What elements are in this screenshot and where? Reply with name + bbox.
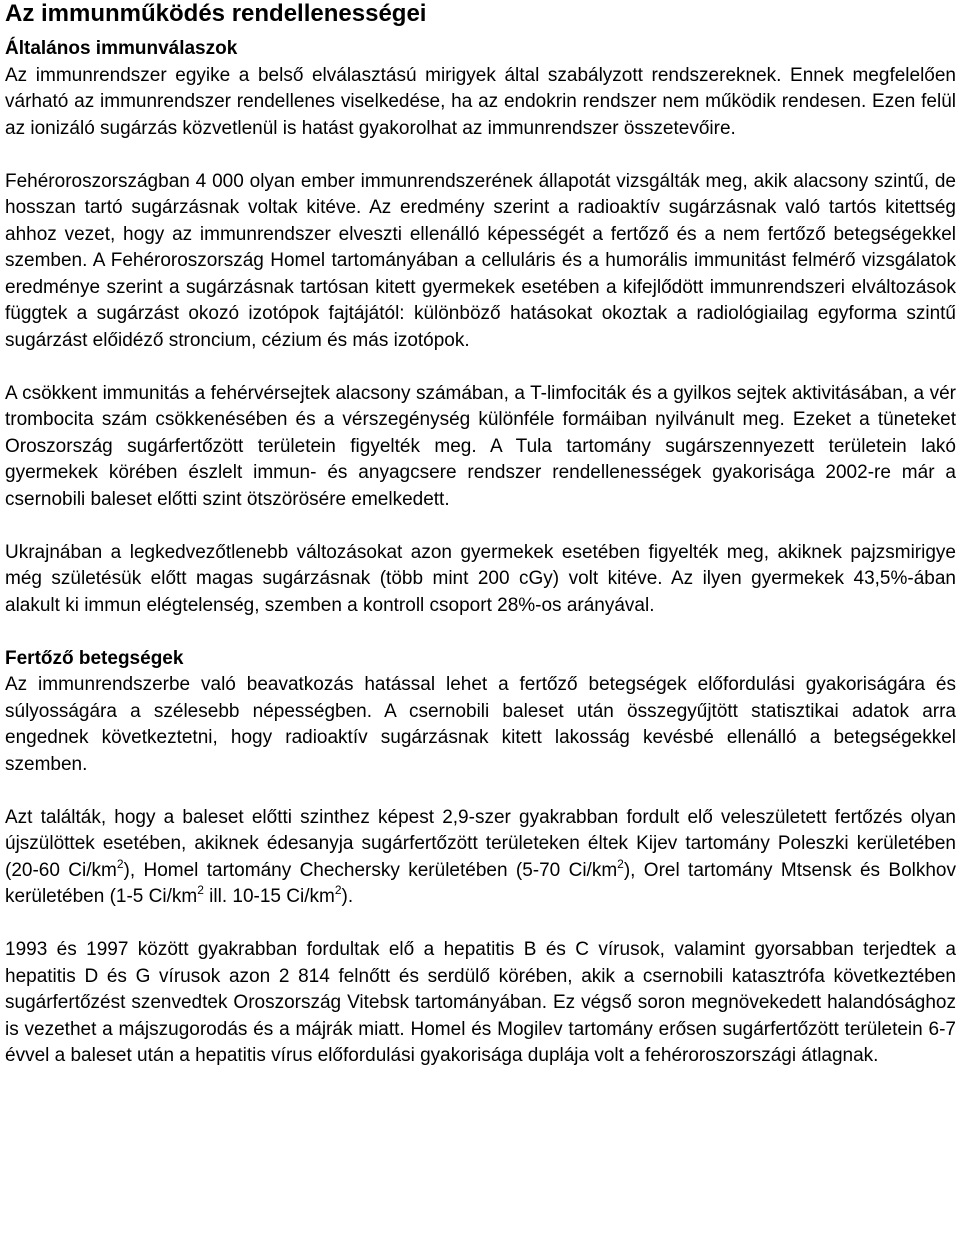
superscript: 2 (197, 883, 204, 897)
superscript: 2 (334, 883, 342, 897)
text-fragment: Azt találták, hogy a baleset előtti szinthez képest 2,9-szer gyakrabban fordult elő veleszületett fertőzés olyan újszülöttek esetében, akiknek édesanyja sugárfertőzött területeken éltek Kijev tartomány Poleszki kerületében (20-60 Ci/km (5, 806, 956, 881)
superscript: 2 (617, 856, 624, 871)
paragraph-immune-endocrine: Az immunrendszer egyike a belső elválasztású mirigyek által szabályzott rendszereknek. Ennek megfelelően várható az immunrendszer rendellenes viselkedése, ha az endokrin rendszer nem működik rendesen. Ezen felül az ionizáló sugárzás közvetlenül is hatást gyakorolhat az immunrendszer összetevőire. (5, 64, 956, 139)
paragraph-ukraine-children: Ukrajnában a legkedvezőtlenebb változásokat azon gyermekek esetében figyelték meg, akiknek pajzsmirigye még születésük előtt magas sugárzásnak (több mint 200 cGy) volt kitéve. Az ilyen gyermekek 43,5%-ában alakult ki immun elégtelenség, szemben a kontroll csoport 28%-os arányával. (5, 541, 956, 616)
paragraph-intervention-effect: Az immunrendszerbe való beavatkozás hatással lehet a fertőző betegségek előfordulási gyakoriságára és súlyosságára a szélesebb népességben. A csernobili baleset után összegyűjtött statisztikai adatok arra engednek következtetni, hogy radioaktív sugárzásnak kitett lakosság kevésbé ellenálló a betegségekkel szemben. (5, 674, 956, 775)
text-fragment: ), Orel tartomány Mtsensk és Bolkhov kerületében (1-5 Ci/km (5, 859, 956, 907)
section-heading-general-immune: Általános immunválaszok (5, 38, 238, 59)
text-fragment: ). (341, 886, 354, 907)
paragraph-congenital-infection (5, 805, 956, 911)
text-fragment: ill. 10-15 Ci/km (203, 886, 335, 907)
paragraph-hepatitis: 1993 és 1997 között gyakrabban fordultak elő a hepatitis B és C vírusok, valamint gyorsabban terjedtek a hepatitis D és G vírusok azon 2 814 felnőtt és serdülő körében, akik a csernobili katasztrófa következtében sugárfertőzést szenvedtek Oroszország Vitebsk tartományában. Ez végső soron megnövekedett halandósághoz is vezethet a májszugorodás és a májrák miatt. Homel és Mogilev tartomány erősen sugárfertőzött területein 6-7 évvel a baleset után a hepatitis vírus előfordulási gyakorisága duplája volt a fehéroroszországi átlagnak. (5, 939, 956, 1066)
page-title: Az immunműködés rendellenességei (5, 0, 427, 27)
paragraph-belarus-study: Fehéroroszországban 4 000 olyan ember immunrendszerének állapotát vizsgálták meg, akik alacsony szintű, de hosszan tartó sugárzásnak voltak kitéve. Az eredmény szerint a radioaktív sugárzásnak való tartós kitettség ahhoz vezet, hogy az immunrendszer elveszti ellenálló képességét a fertőző és a nem fertőző betegségekkel szemben. A Fehéroroszország Homel tartományában a celluláris és a humorális immunitást felmérő vizsgálatok eredménye szerint a sugárzásnak tartósan kitett gyermekek esetében a kifejlődött immunrendszeri elváltozások függtek a sugárzást okozó izotópok fajtájától: különböző hatásokat okoztak a radiológiailag egyforma szintű sugárzást előidéző stroncium, cézium és más izotópok. (5, 170, 956, 351)
paragraph-reduced-immunity: A csökkent immunitás a fehérvérsejtek alacsony számában, a T-limfociták és a gyilkos sejtek aktivitásában, a vér trombocita szám csökkenésében és a vérszegénység különféle formáiban nyilvánult meg. Ezeket a tüneteket Oroszország sugárfertőzött területein figyelték meg. A Tula tartomány sugárszennyezett területein lakó gyermekek körében észlelt immun- és anyagcsere rendszer rendellenességek gyakorisága 2002-re már a csernobili baleset előtti szint ötszörösére emelkedett. (5, 382, 956, 510)
text-fragment: ), Homel tartomány Chechersky kerületében (5-70 Ci/km (123, 859, 618, 881)
section-heading-infectious-diseases: Fertőző betegségek (5, 647, 184, 669)
superscript: 2 (116, 856, 124, 871)
